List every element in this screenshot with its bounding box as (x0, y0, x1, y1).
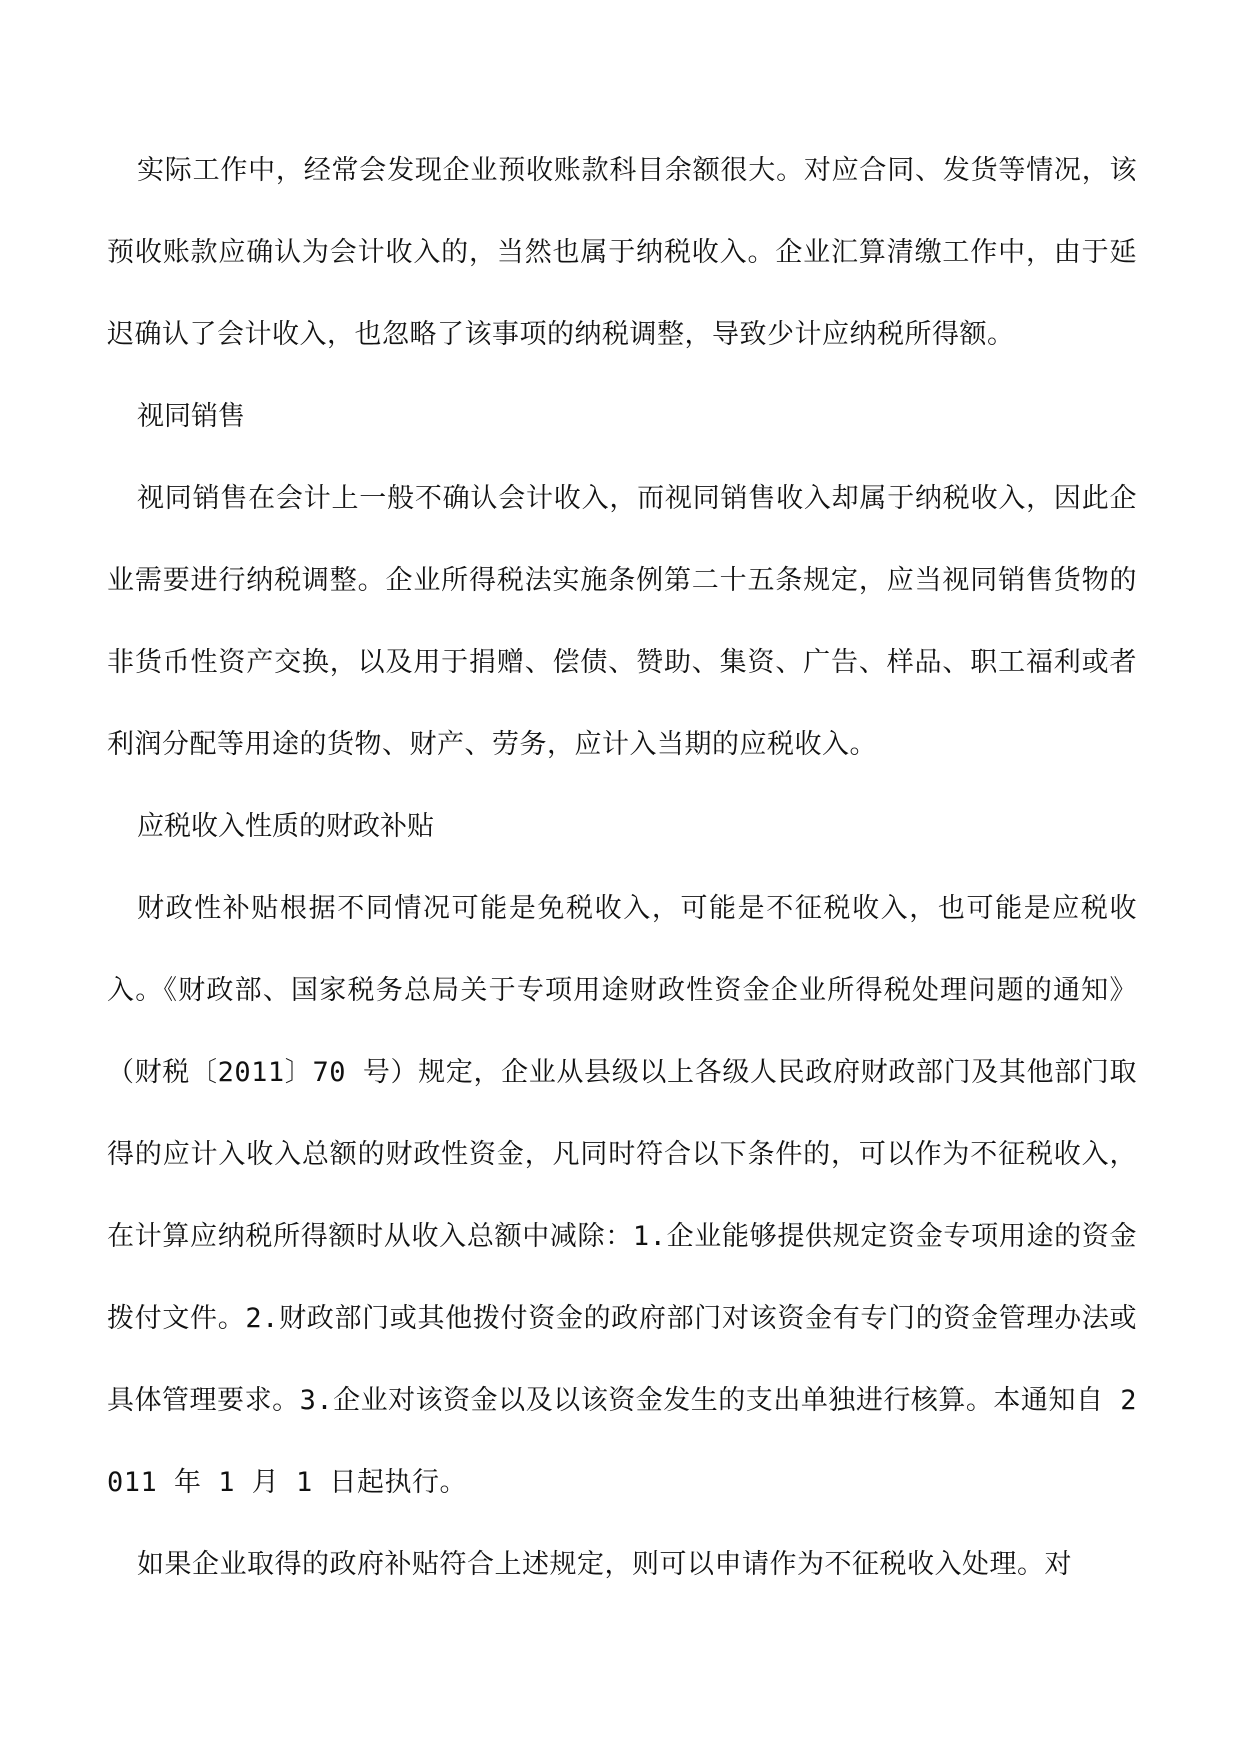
paragraph-advance-receipts: 实际工作中，经常会发现企业预收账款科目余额很大。对应合同、发货等情况，该预收账款应确认为会计收入的，当然也属于纳税收入。企业汇算清缴工作中，由于延迟确认了会计收入，也忽略了该事项的纳税调整，导致少计应纳税所得额。 (107, 155, 1137, 350)
document-body (107, 130, 1137, 1606)
section-heading-taxable-subsidies: 应税收入性质的财政补贴 (137, 811, 434, 842)
paragraph-subsidy-application: 如果企业取得的政府补贴符合上述规定，则可以申请作为不征税收入处理。对 (137, 1549, 1072, 1580)
section-heading-deemed-sales: 视同销售 (137, 401, 245, 432)
paragraph-fiscal-subsidies: 财政性补贴根据不同情况可能是免税收入，可能是不征税收入，也可能是应税收入。《财政部、国家税务总局关于专项用途财政性资金企业所得税处理问题的通知》（财税〔2011〕70 号）规定，企业从县级以上各级人民政府财政部门及其他部门取得的应计入收入总额的财政性资金，凡同时符合以下条件的，可以作为不征税收入，在计算应纳税所得额时从收入总额中减除：1.企业能够提供规定资金专项用途的资金拨付文件。2.财政部门或其他拨付资金的政府部门对该资金有专门的资金管理办法或具体管理要求。3.企业对该资金以及以该资金发生的支出单独进行核算。本通知自 2011 年 1 月 1 日起执行。 (107, 893, 1137, 1498)
paragraph-deemed-sales: 视同销售在会计上一般不确认会计收入，而视同销售收入却属于纳税收入，因此企业需要进行纳税调整。企业所得税法实施条例第二十五条规定，应当视同销售货物的非货币性资产交换，以及用于捐赠、偿债、赞助、集资、广告、样品、职工福利或者利润分配等用途的货物、财产、劳务，应计入当期的应税收入。 (107, 483, 1137, 760)
